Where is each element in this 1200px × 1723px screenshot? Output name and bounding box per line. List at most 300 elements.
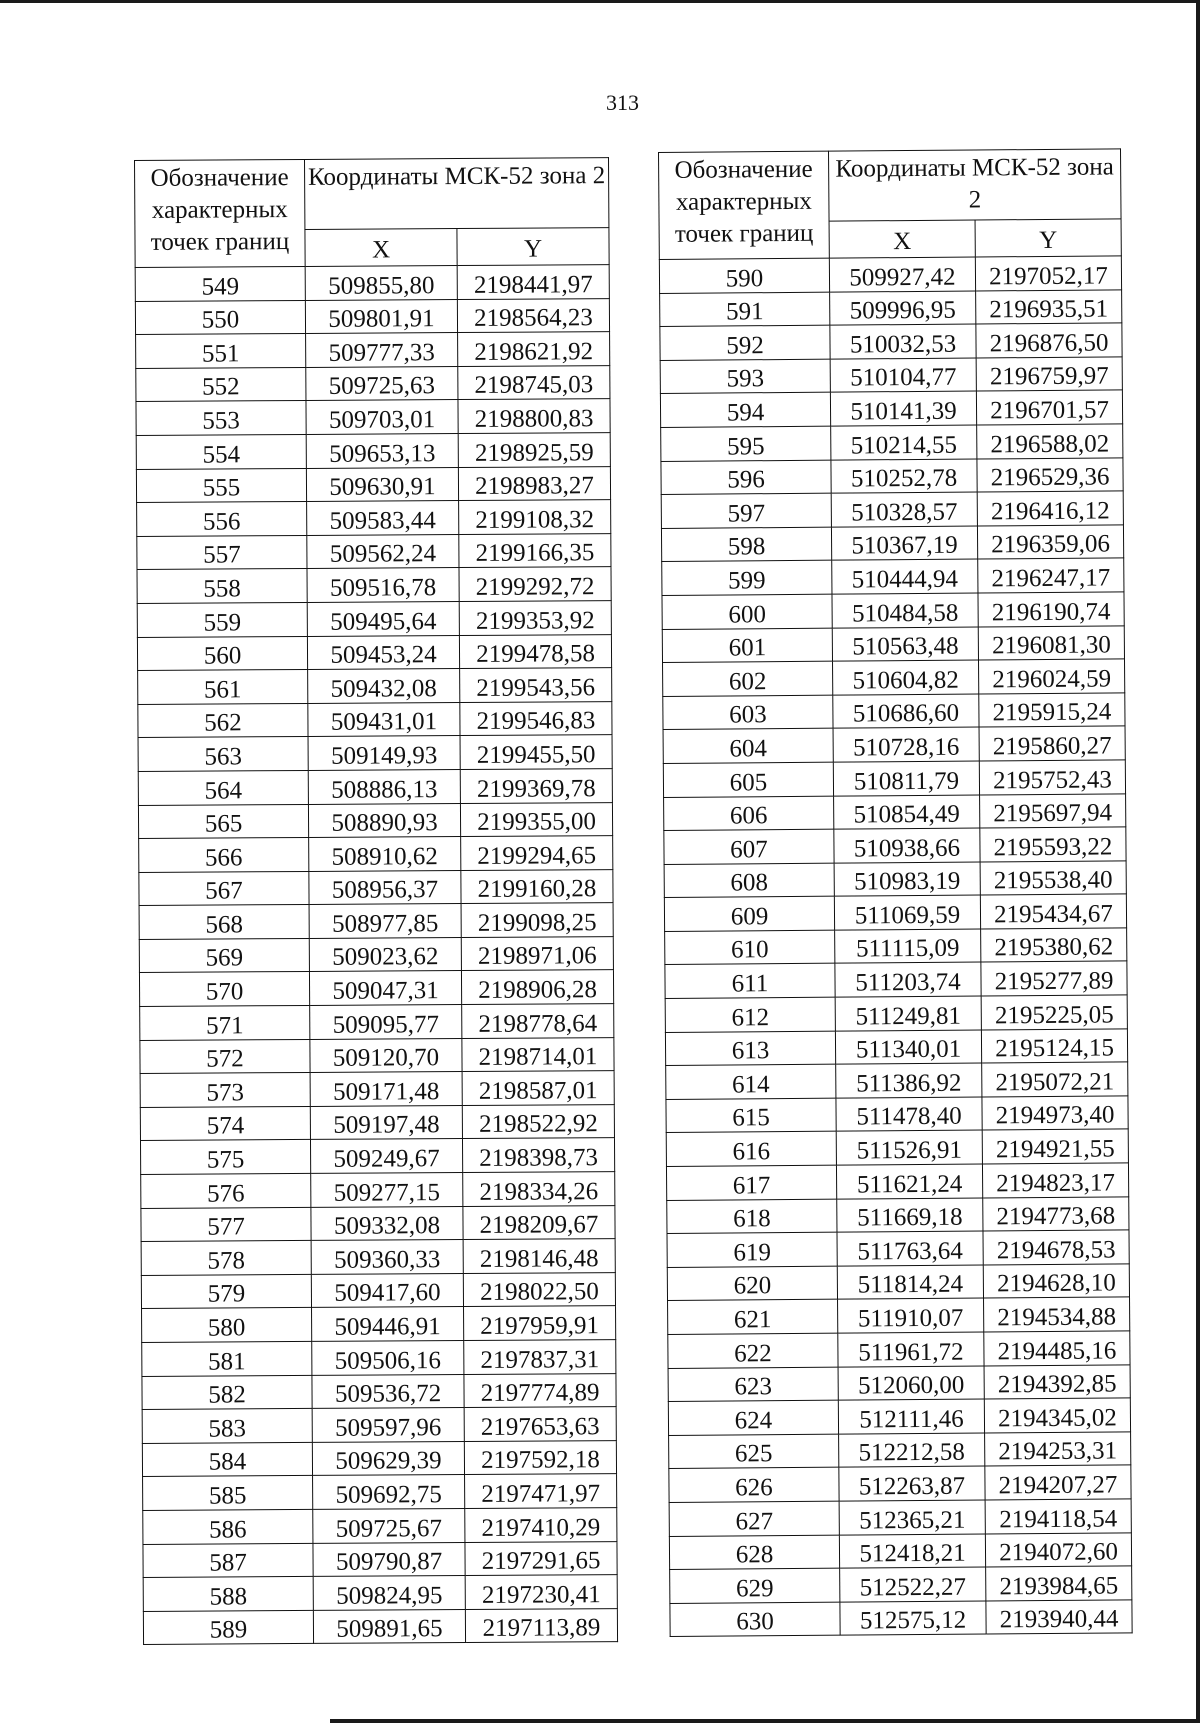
- x-coordinate-cell: 509927,42: [829, 257, 975, 292]
- table-row: [143, 1474, 617, 1510]
- x-coordinate-cell: 509597,96: [312, 1408, 464, 1443]
- x-coordinate-cell: 511386,92: [836, 1063, 982, 1098]
- y-coordinate-cell: 2196529,36: [977, 457, 1123, 492]
- page-edge-bottom: [330, 1719, 1200, 1723]
- table-row: [141, 1239, 615, 1275]
- point-id-cell: 563: [138, 737, 308, 772]
- table-row: [138, 768, 612, 804]
- x-coordinate-cell: 510854,49: [834, 794, 980, 829]
- table-row: [669, 1499, 1131, 1536]
- x-coordinate-cell: 512263,87: [839, 1466, 985, 1501]
- table-row: [668, 1331, 1130, 1368]
- table-row: [666, 1163, 1128, 1200]
- point-id-cell: 580: [142, 1308, 312, 1343]
- y-coordinate-cell: 2194678,53: [983, 1230, 1129, 1265]
- x-coordinate-cell: 510938,66: [834, 828, 980, 863]
- point-id-cell: 594: [660, 393, 830, 428]
- y-coordinate-cell: 2199369,78: [460, 768, 612, 803]
- x-coordinate-cell: 509417,60: [311, 1273, 463, 1308]
- y-coordinate-cell: 2198022,50: [463, 1272, 615, 1307]
- y-coordinate-cell: 2194773,68: [983, 1196, 1129, 1231]
- point-id-cell: 606: [664, 796, 834, 831]
- point-id-cell: 570: [139, 972, 309, 1007]
- point-id-cell: 575: [140, 1140, 310, 1175]
- y-coordinate-cell: 2199455,50: [460, 735, 612, 770]
- point-id-cell: 584: [142, 1442, 312, 1477]
- table-row: [669, 1465, 1131, 1502]
- point-id-cell: 620: [667, 1266, 837, 1301]
- point-id-cell: 556: [137, 502, 307, 537]
- table-row: [660, 357, 1122, 394]
- x-coordinate-cell: 509653,13: [306, 433, 458, 468]
- point-id-cell: 616: [666, 1132, 836, 1167]
- table-body-left: [135, 265, 617, 1645]
- point-id-cell: 602: [663, 661, 833, 696]
- y-coordinate-cell: 2195593,22: [980, 827, 1126, 862]
- y-coordinate-cell: 2197959,91: [464, 1306, 616, 1341]
- y-coordinate-cell: 2195860,27: [979, 726, 1125, 761]
- table-row: [142, 1407, 616, 1443]
- y-coordinate-cell: 2196588,02: [977, 424, 1123, 459]
- x-coordinate-cell: 511763,64: [837, 1231, 983, 1266]
- point-id-cell: 630: [670, 1602, 840, 1637]
- table-row: [135, 298, 609, 334]
- table-row: [139, 936, 613, 972]
- x-coordinate-cell: 509790,87: [313, 1542, 465, 1577]
- x-coordinate-cell: 511115,09: [835, 929, 981, 964]
- x-coordinate-cell: 511069,59: [834, 895, 980, 930]
- point-id-cell: 600: [662, 594, 832, 629]
- table-row: [662, 625, 1124, 662]
- table-row: [142, 1340, 616, 1376]
- x-coordinate-cell: 511526,91: [836, 1130, 982, 1165]
- point-id-cell: 562: [138, 703, 308, 738]
- table-row: [661, 525, 1123, 562]
- y-coordinate-cell: 2197837,31: [464, 1340, 616, 1375]
- y-coordinate-cell: 2198209,67: [463, 1205, 615, 1240]
- x-coordinate-cell: 509171,48: [310, 1072, 462, 1107]
- y-coordinate-cell: 2197113,89: [465, 1608, 617, 1643]
- y-column-header: Y: [457, 227, 609, 265]
- point-id-cell: 629: [670, 1568, 840, 1603]
- y-coordinate-cell: 2199478,58: [459, 634, 611, 669]
- y-coordinate-cell: 2196359,06: [977, 525, 1123, 560]
- x-coordinate-cell: 512060,00: [838, 1366, 984, 1401]
- y-coordinate-cell: 2199294,65: [461, 836, 613, 871]
- x-coordinate-cell: 509855,80: [305, 266, 457, 301]
- table-row: [136, 365, 610, 401]
- table-row: [138, 735, 612, 771]
- y-coordinate-cell: 2196081,30: [978, 625, 1124, 660]
- y-coordinate-cell: 2198778,64: [462, 1004, 614, 1039]
- y-coordinate-cell: 2198522,92: [462, 1104, 614, 1139]
- y-coordinate-cell: 2194392,85: [984, 1364, 1130, 1399]
- y-coordinate-cell: 2198621,92: [458, 332, 610, 367]
- point-id-cell: 574: [140, 1106, 310, 1141]
- table-row: [135, 265, 609, 301]
- table-row: [667, 1264, 1129, 1301]
- x-coordinate-cell: 511669,18: [837, 1198, 983, 1233]
- point-id-cell: 581: [142, 1341, 312, 1376]
- y-coordinate-cell: 2198983,27: [458, 466, 610, 501]
- y-coordinate-cell: 2198800,83: [458, 399, 610, 434]
- point-id-cell: 569: [139, 938, 309, 973]
- y-coordinate-cell: 2194921,55: [982, 1129, 1128, 1164]
- y-coordinate-cell: 2199098,25: [461, 903, 613, 938]
- point-id-cell: 605: [663, 762, 833, 797]
- point-id-cell: 591: [660, 292, 830, 327]
- point-id-cell: 576: [141, 1173, 311, 1208]
- y-coordinate-cell: 2194345,02: [984, 1398, 1130, 1433]
- table-row: [138, 668, 612, 704]
- point-id-cell: 593: [660, 359, 830, 394]
- point-id-cell: 549: [135, 266, 305, 301]
- table-row: [137, 533, 611, 569]
- point-id-cell: 625: [669, 1434, 839, 1469]
- table-row: [661, 491, 1123, 528]
- point-id-cell: 628: [669, 1535, 839, 1570]
- point-id-cell: 566: [139, 838, 309, 873]
- table-row: [143, 1575, 617, 1611]
- table-row: [136, 433, 610, 469]
- point-id-cell: 610: [665, 930, 835, 965]
- table-row: [136, 466, 610, 502]
- table-row: [139, 836, 613, 872]
- table-row: [142, 1373, 616, 1409]
- page-number: 313: [606, 90, 639, 115]
- table-row: [139, 970, 613, 1006]
- x-coordinate-cell: 509891,65: [313, 1609, 465, 1644]
- y-coordinate-cell: 2194072,60: [985, 1532, 1131, 1567]
- y-coordinate-cell: 2193940,44: [986, 1600, 1132, 1635]
- point-id-cell: 614: [666, 1064, 836, 1099]
- y-coordinate-cell: 2199546,83: [460, 701, 612, 736]
- y-coordinate-cell: 2199355,00: [460, 802, 612, 837]
- point-id-cell: 559: [137, 602, 307, 637]
- x-coordinate-cell: 510484,58: [832, 593, 978, 628]
- y-coordinate-cell: 2198971,06: [461, 936, 613, 971]
- point-id-cell: 621: [668, 1300, 838, 1335]
- x-coordinate-cell: 509824,95: [313, 1576, 465, 1611]
- y-coordinate-cell: 2195538,40: [980, 861, 1126, 896]
- table-row: [664, 894, 1126, 931]
- table-row: [663, 659, 1125, 696]
- x-coordinate-cell: 512212,58: [839, 1433, 985, 1468]
- table-row: [136, 399, 610, 435]
- table-row: [664, 861, 1126, 898]
- x-coordinate-cell: 509996,95: [830, 291, 976, 326]
- point-id-cell: 596: [661, 460, 831, 495]
- x-coordinate-cell: 509629,39: [312, 1441, 464, 1476]
- x-coordinate-cell: 509332,08: [311, 1206, 463, 1241]
- point-id-cell: 603: [663, 695, 833, 730]
- y-coordinate-cell: 2195277,89: [981, 961, 1127, 996]
- table-row: [137, 500, 611, 536]
- point-id-cell: 565: [138, 804, 308, 839]
- table-row: [663, 726, 1125, 763]
- y-coordinate-cell: 2196935,51: [976, 289, 1122, 324]
- x-coordinate-cell: 510328,57: [831, 492, 977, 527]
- x-coordinate-cell: 509197,48: [310, 1105, 462, 1140]
- point-id-cell: 560: [137, 636, 307, 671]
- x-coordinate-cell: 509725,63: [306, 366, 458, 401]
- x-coordinate-cell: 509536,72: [312, 1374, 464, 1409]
- table-row: [140, 1071, 614, 1107]
- point-id-cell: 583: [142, 1409, 312, 1444]
- coordinates-table-left: [134, 157, 618, 1645]
- table-row: [666, 1129, 1128, 1166]
- coords-group-header: Координаты МСК-52 зона 2: [828, 149, 1121, 221]
- table-row: [136, 332, 610, 368]
- point-id-cell: 582: [142, 1375, 312, 1410]
- y-coordinate-cell: 2197471,97: [465, 1474, 617, 1509]
- y-coordinate-cell: 2199292,72: [459, 567, 611, 602]
- x-coordinate-cell: 508890,93: [308, 803, 460, 838]
- x-coordinate-cell: 509095,77: [310, 1005, 462, 1040]
- point-id-cell: 598: [661, 527, 831, 562]
- x-coordinate-cell: 510686,60: [833, 694, 979, 729]
- point-id-cell: 553: [136, 401, 306, 436]
- x-coordinate-cell: 510604,82: [833, 660, 979, 695]
- y-coordinate-cell: 2197774,89: [464, 1373, 616, 1408]
- y-coordinate-cell: 2195072,21: [982, 1062, 1128, 1097]
- point-id-cell: 564: [138, 770, 308, 805]
- table-row: [664, 827, 1126, 864]
- x-coordinate-cell: 509562,24: [307, 534, 459, 569]
- y-coordinate-cell: 2197653,63: [464, 1407, 616, 1442]
- table-row: [665, 928, 1127, 965]
- table-row: [668, 1364, 1130, 1401]
- table-row: [140, 1104, 614, 1140]
- y-coordinate-cell: 2199353,92: [459, 601, 611, 636]
- x-coordinate-cell: 509801,91: [305, 299, 457, 334]
- y-coordinate-cell: 2194485,16: [984, 1331, 1130, 1366]
- y-coordinate-cell: 2196876,50: [976, 323, 1122, 358]
- table-row: [665, 1028, 1127, 1065]
- x-coordinate-cell: 510252,78: [831, 459, 977, 494]
- x-coordinate-cell: 511961,72: [838, 1332, 984, 1367]
- table-row: [663, 693, 1125, 730]
- y-coordinate-cell: 2198714,01: [462, 1037, 614, 1072]
- point-id-cell: 568: [139, 905, 309, 940]
- table-row: [141, 1205, 615, 1241]
- y-coordinate-cell: 2197052,17: [975, 256, 1121, 291]
- x-coordinate-cell: 511814,24: [837, 1265, 983, 1300]
- table-row: [141, 1172, 615, 1208]
- y-coordinate-cell: 2195752,43: [979, 760, 1125, 795]
- x-coordinate-cell: 508956,37: [309, 870, 461, 905]
- y-coordinate-cell: 2195225,05: [981, 995, 1127, 1030]
- table-row: [664, 793, 1126, 830]
- point-id-cell: 589: [143, 1610, 313, 1645]
- table-row: [665, 995, 1127, 1032]
- y-coordinate-cell: 2198334,26: [463, 1172, 615, 1207]
- x-coordinate-cell: 510214,55: [831, 425, 977, 460]
- y-coordinate-cell: 2195915,24: [979, 693, 1125, 728]
- x-coordinate-cell: 509431,01: [308, 702, 460, 737]
- table-row: [141, 1272, 615, 1308]
- point-id-cell: 595: [661, 426, 831, 461]
- table-row: [659, 256, 1121, 293]
- coords-group-header: Координаты МСК-52 зона 2: [304, 158, 608, 229]
- y-coordinate-cell: 2195434,67: [980, 894, 1126, 929]
- point-id-cell: 618: [667, 1199, 837, 1234]
- x-coordinate-cell: 509249,67: [310, 1139, 462, 1174]
- point-id-cell: 611: [665, 964, 835, 999]
- table-row: [667, 1196, 1129, 1233]
- x-coordinate-cell: 509446,91: [312, 1307, 464, 1342]
- point-id-cell: 608: [664, 863, 834, 898]
- point-id-cell: 599: [662, 560, 832, 595]
- table-row: [665, 961, 1127, 998]
- x-coordinate-cell: 508910,62: [309, 837, 461, 872]
- point-id-cell: 624: [668, 1400, 838, 1435]
- x-coordinate-cell: 509453,24: [307, 635, 459, 670]
- y-coordinate-cell: 2198587,01: [462, 1071, 614, 1106]
- x-coordinate-cell: 509516,78: [307, 568, 459, 603]
- y-coordinate-cell: 2198906,28: [461, 970, 613, 1005]
- point-id-cell: 579: [141, 1274, 311, 1309]
- point-id-cell: 607: [664, 829, 834, 864]
- y-coordinate-cell: 2199108,32: [459, 500, 611, 535]
- table-row: [137, 634, 611, 670]
- point-id-cell: 573: [140, 1073, 310, 1108]
- table-row: [660, 289, 1122, 326]
- point-id-cell: 622: [668, 1333, 838, 1368]
- y-coordinate-cell: 2199166,35: [459, 533, 611, 568]
- x-coordinate-cell: 511621,24: [836, 1164, 982, 1199]
- y-coordinate-cell: 2196416,12: [977, 491, 1123, 526]
- y-coordinate-cell: 2199160,28: [461, 869, 613, 904]
- point-id-cell: 551: [136, 334, 306, 369]
- point-id-cell: 623: [668, 1367, 838, 1402]
- table-row: [137, 601, 611, 637]
- y-coordinate-cell: 2194118,54: [985, 1499, 1131, 1534]
- x-coordinate-cell: 509360,33: [311, 1240, 463, 1275]
- y-coordinate-cell: 2198564,23: [457, 298, 609, 333]
- table-body-right: [659, 256, 1132, 1637]
- point-id-cell: 577: [141, 1207, 311, 1242]
- y-coordinate-cell: 2198398,73: [462, 1138, 614, 1173]
- table-row: [669, 1432, 1131, 1469]
- x-coordinate-cell: 509277,15: [311, 1173, 463, 1208]
- table-row: [663, 760, 1125, 797]
- table-row: [669, 1532, 1131, 1569]
- point-id-cell: 588: [143, 1577, 313, 1612]
- point-id-cell: 617: [666, 1165, 836, 1200]
- point-id-cell: 555: [136, 468, 306, 503]
- point-id-cell: 585: [143, 1476, 313, 1511]
- x-coordinate-cell: 510983,19: [834, 862, 980, 897]
- x-coordinate-cell: 509630,91: [306, 467, 458, 502]
- table-row: [662, 592, 1124, 629]
- point-id-cell: 619: [667, 1232, 837, 1267]
- x-coordinate-cell: 511249,81: [835, 996, 981, 1031]
- coordinates-table-right: [658, 148, 1133, 1637]
- x-coordinate-cell: 509047,31: [309, 971, 461, 1006]
- x-coordinate-cell: 509703,01: [306, 400, 458, 435]
- y-coordinate-cell: 2195380,62: [981, 928, 1127, 963]
- table-row: [666, 1096, 1128, 1133]
- table-row: [667, 1230, 1129, 1267]
- point-id-cell: 604: [663, 728, 833, 763]
- x-coordinate-cell: 512365,21: [839, 1500, 985, 1535]
- x-coordinate-cell: 508886,13: [308, 769, 460, 804]
- y-coordinate-cell: 2194207,27: [985, 1465, 1131, 1500]
- x-coordinate-cell: 509725,67: [313, 1508, 465, 1543]
- y-coordinate-cell: 2196701,57: [976, 390, 1122, 425]
- x-coordinate-cell: 509777,33: [306, 333, 458, 368]
- y-coordinate-cell: 2197230,41: [465, 1575, 617, 1610]
- y-coordinate-cell: 2199543,56: [460, 668, 612, 703]
- x-coordinate-cell: 509432,08: [308, 669, 460, 704]
- point-id-cell: 557: [137, 535, 307, 570]
- y-coordinate-cell: 2194534,88: [984, 1297, 1130, 1332]
- point-id-cell: 590: [659, 258, 829, 293]
- x-coordinate-cell: 511340,01: [835, 1030, 981, 1065]
- x-column-header: X: [829, 220, 975, 259]
- table-row: [666, 1062, 1128, 1099]
- table-row: [143, 1541, 617, 1577]
- table-row: [137, 567, 611, 603]
- x-coordinate-cell: 510728,16: [833, 727, 979, 762]
- table-row: [670, 1600, 1132, 1637]
- y-column-header: Y: [975, 219, 1121, 258]
- y-coordinate-cell: 2198925,59: [458, 433, 610, 468]
- point-id-cell: 572: [140, 1039, 310, 1074]
- table-row: [142, 1306, 616, 1342]
- x-coordinate-cell: 509023,62: [309, 937, 461, 972]
- x-coordinate-cell: 510811,79: [833, 761, 979, 796]
- y-coordinate-cell: 2197410,29: [465, 1508, 617, 1543]
- x-coordinate-cell: 511910,07: [838, 1298, 984, 1333]
- y-coordinate-cell: 2194628,10: [983, 1264, 1129, 1299]
- table-row: [140, 1004, 614, 1040]
- y-coordinate-cell: 2196247,17: [978, 558, 1124, 593]
- y-coordinate-cell: 2198441,97: [457, 265, 609, 300]
- point-id-cell: 578: [141, 1241, 311, 1276]
- table-row: [139, 869, 613, 905]
- y-coordinate-cell: 2197592,18: [464, 1440, 616, 1475]
- table-row: [143, 1608, 617, 1644]
- y-coordinate-cell: 2197291,65: [465, 1541, 617, 1576]
- x-coordinate-cell: 509495,64: [307, 601, 459, 636]
- point-id-cell: 554: [136, 434, 306, 469]
- table-row: [140, 1037, 614, 1073]
- point-id-cell: 586: [143, 1509, 313, 1544]
- table-row: [668, 1297, 1130, 1334]
- table-row: [670, 1566, 1132, 1603]
- x-coordinate-cell: 510141,39: [830, 391, 976, 426]
- page-edge-right: [1196, 0, 1200, 1723]
- point-id-cell: 626: [669, 1467, 839, 1502]
- point-id-cell: 612: [665, 997, 835, 1032]
- x-coordinate-cell: 512418,21: [839, 1534, 985, 1569]
- x-coordinate-cell: 509692,75: [313, 1475, 465, 1510]
- point-id-cell: 592: [660, 325, 830, 360]
- x-coordinate-cell: 512111,46: [838, 1399, 984, 1434]
- x-coordinate-cell: 508977,85: [309, 904, 461, 939]
- point-label-header: Обозначение характерных точек границ: [135, 159, 306, 267]
- point-id-cell: 613: [665, 1031, 835, 1066]
- y-coordinate-cell: 2193984,65: [986, 1566, 1132, 1601]
- y-coordinate-cell: 2195124,15: [981, 1028, 1127, 1063]
- point-id-cell: 561: [138, 670, 308, 705]
- y-coordinate-cell: 2194823,17: [982, 1163, 1128, 1198]
- point-id-cell: 550: [135, 300, 305, 335]
- x-coordinate-cell: 511203,74: [835, 962, 981, 997]
- table-row: [662, 558, 1124, 595]
